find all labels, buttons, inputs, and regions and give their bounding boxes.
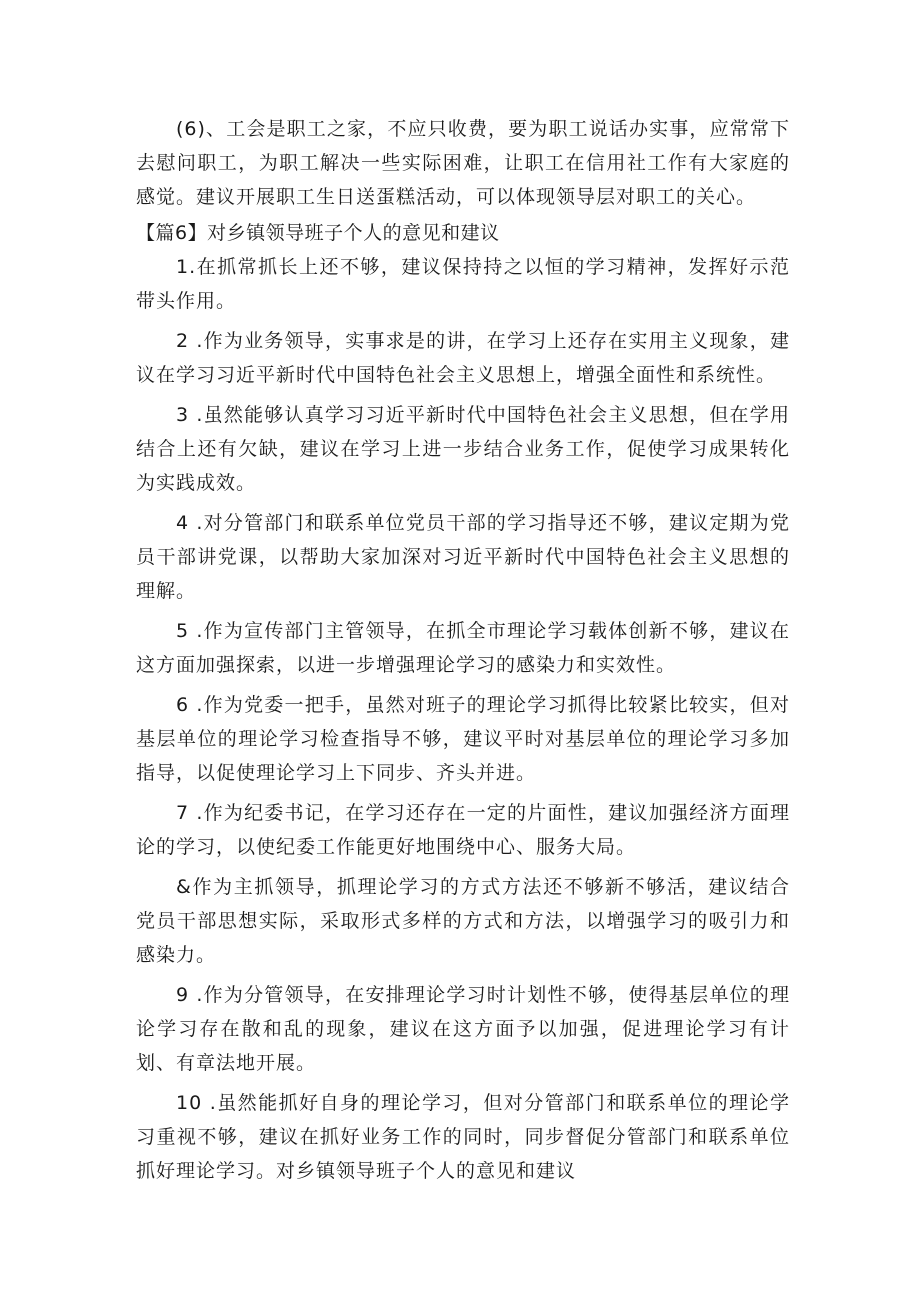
list-item-4: 4 .对分管部门和联系单位党员干部的学习指导还不够，建议定期为党员干部讲党课，以帮助大家加深对习近平新时代中国特色社会主义思想的理解。	[136, 512, 790, 602]
list-item-1: 1.在抓常抓长上还不够，建议保持持之以恒的学习精神，发挥好示范带头作用。	[136, 256, 790, 312]
section-heading: 【篇6】对乡镇领导班子个人的意见和建议	[136, 222, 500, 244]
list-item-9: 9 .作为分管领导，在安排理论学习时计划性不够，使得基层单位的理论学习存在散和乱的现象，建议在这方面予以加强，促进理论学习有计划、有章法地开展。	[136, 984, 790, 1074]
list-item-7: 7 .作为纪委书记，在学习还存在一定的片面性，建议加强经济方面理论的学习，以使纪委工作能更好地围绕中心、服务大局。	[136, 802, 790, 858]
list-item-3: 3 .虽然能够认真学习习近平新时代中国特色社会主义思想，但在学用结合上还有欠缺，建议在学习上进一步结合业务工作，促使学习成果转化为实践成效。	[136, 404, 790, 494]
list-item-10: 10 .虽然能抓好自身的理论学习，但对分管部门和联系单位的理论学习重视不够，建议在抓好业务工作的同时，同步督促分管部门和联系单位抓好理论学习。对乡镇领导班子个人的意见和建议	[136, 1092, 790, 1182]
list-item-5: 5 .作为宣传部门主管领导，在抓全市理论学习载体创新不够，建议在这方面加强探索，以进一步增强理论学习的感染力和实效性。	[136, 620, 790, 676]
list-item-2: 2 .作为业务领导，实事求是的讲，在学习上还存在实用主义现象，建议在学习习近平新时代中国特色社会主义思想上，增强全面性和系统性。	[136, 330, 790, 386]
document-body	[136, 112, 790, 1188]
list-item-8: &作为主抓领导，抓理论学习的方式方法还不够新不够活，建议结合党员干部思想实际，采取形式多样的方式和方法，以增强学习的吸引力和感染力。	[136, 876, 790, 966]
intro-paragraph: (6)、工会是职工之家，不应只收费，要为职工说话办实事，应常常下去慰问职工，为职工解决一些实际困难，让职工在信用社工作有大家庭的感觉。建议开展职工生日送蛋糕活动，可以体现领导层对职工的关心。	[136, 118, 790, 208]
list-item-6: 6 .作为党委一把手，虽然对班子的理论学习抓得比较紧比较实，但对基层单位的理论学习检查指导不够，建议平时对基层单位的理论学习多加指导，以促使理论学习上下同步、齐头并进。	[136, 694, 790, 784]
